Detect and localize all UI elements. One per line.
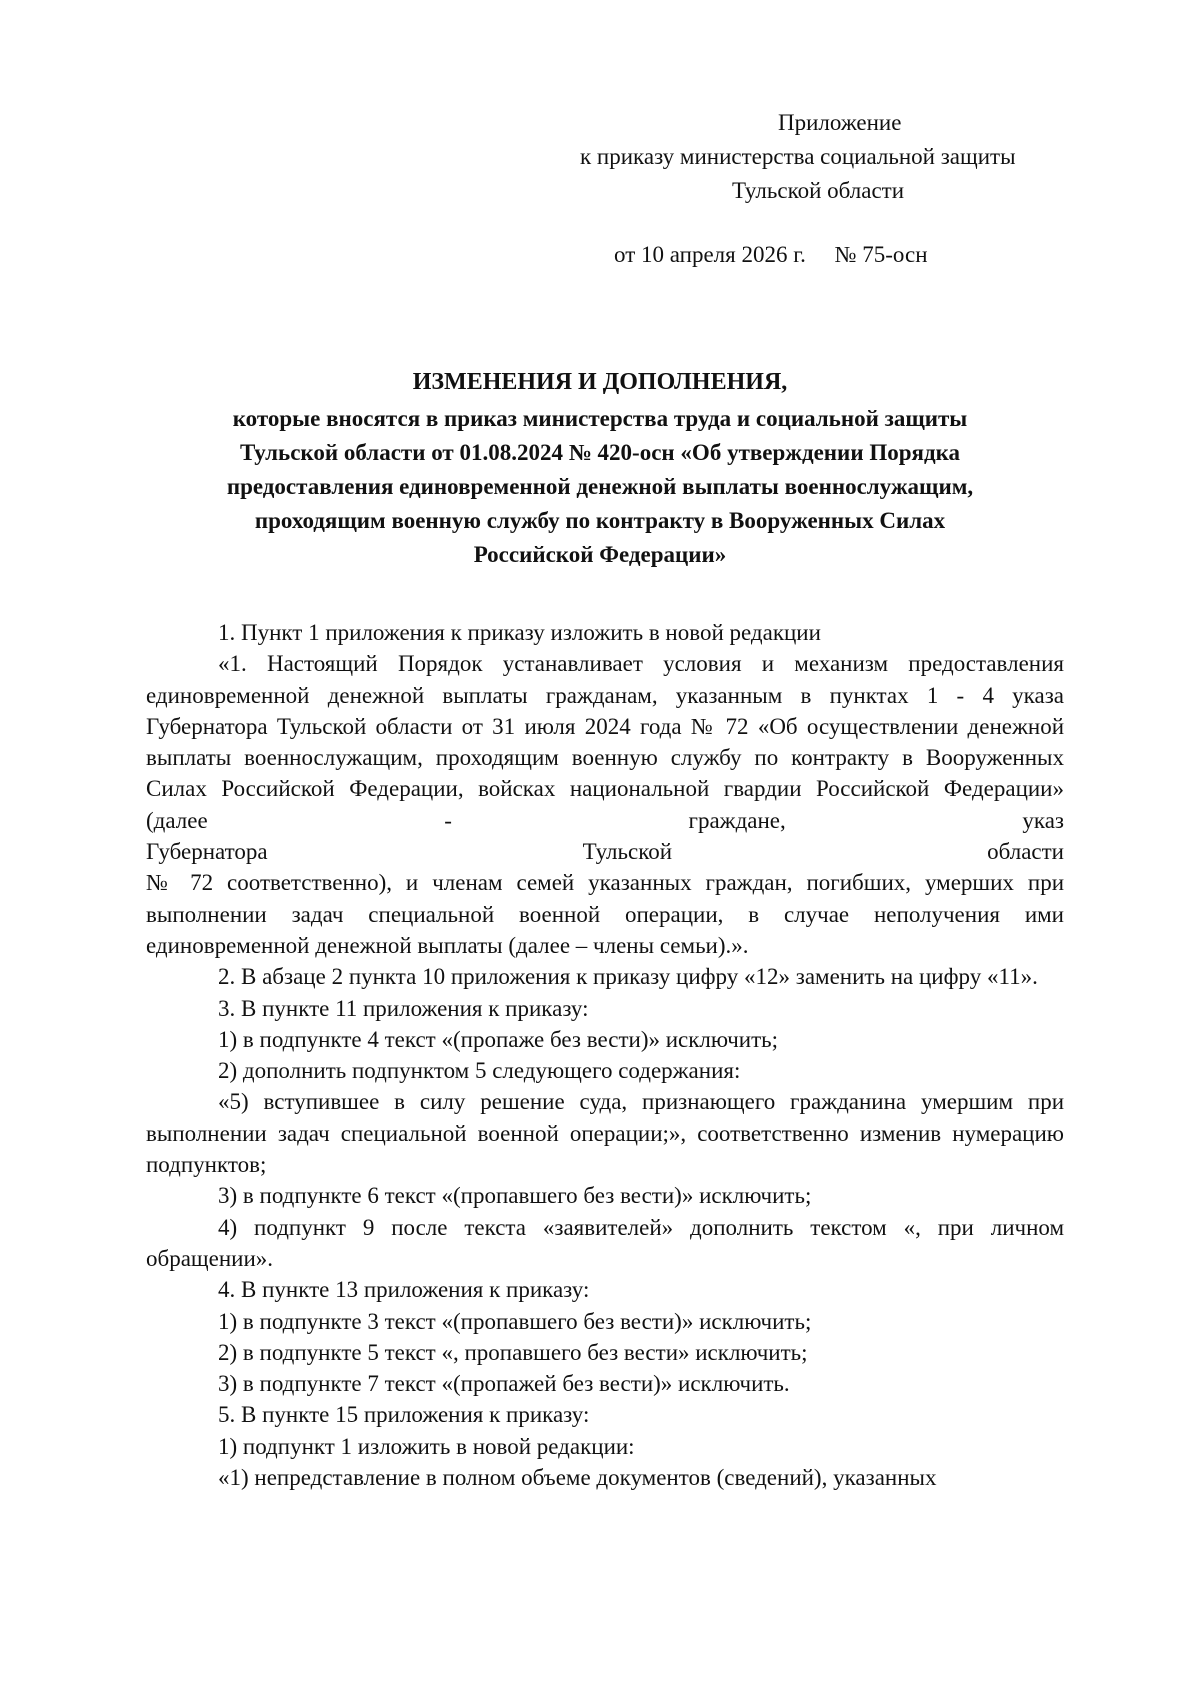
paragraph: 1) в подпункте 4 текст «(пропаже без вести)» исключить; xyxy=(218,1026,779,1052)
appendix-label: Приложение xyxy=(778,110,902,135)
paragraph: «1) непредставление в полном объеме документов (сведений), указанных xyxy=(218,1465,937,1491)
title-main: ИЗМЕНЕНИЯ И ДОПОЛНЕНИЯ, xyxy=(412,369,788,395)
paragraph: 5. В пункте 15 приложения к приказу: xyxy=(218,1402,590,1428)
order-date-number: от 10 апреля 2026 г. № 75-осн xyxy=(614,242,928,267)
paragraph: 3. В пункте 11 приложения к приказу: xyxy=(218,995,589,1021)
paragraph: 3) в подпункте 6 текст «(пропавшего без вести)» исключить; xyxy=(218,1183,812,1209)
paragraph: 4. В пункте 13 приложения к приказу: xyxy=(218,1277,590,1303)
paragraph: Губернатора Тульской области xyxy=(146,839,1064,865)
appendix-line-3: Тульской области xyxy=(732,178,905,203)
paragraph: 1) в подпункте 3 текст «(пропавшего без вести)» исключить; xyxy=(218,1308,812,1334)
paragraph: «5) вступившее в силу решение суда, признающего гражданина умершим при выполнении задач специальной военной операции;», соответственно изменив нумерацию подпунктов; xyxy=(146,1089,1064,1178)
paragraph: 2. В абзаце 2 пункта 10 приложения к приказу цифру «12» заменить на цифру «11». xyxy=(218,964,1038,990)
paragraph: 4) подпункт 9 после текста «заявителей» дополнить текстом «, при личном обращении». xyxy=(146,1214,1064,1271)
title-line: предоставления единовременной денежной выплаты военнослужащим, xyxy=(226,474,974,499)
paragraph: 2) дополнить подпунктом 5 следующего содержания: xyxy=(218,1058,741,1084)
title-line: Тульской области от 01.08.2024 № 420-осн «Об утверждении Порядка xyxy=(240,440,960,465)
title-line: которые вносятся в приказ министерства труда и социальной защиты xyxy=(232,406,968,431)
paragraph: 1. Пункт 1 приложения к приказу изложить в новой редакции xyxy=(218,620,821,645)
paragraph: 3) в подпункте 7 текст «(пропажей без вести)» исключить. xyxy=(218,1371,790,1397)
appendix-line-2: к приказу министерства социальной защиты xyxy=(580,144,1016,169)
paragraph: 2) в подпункте 5 текст «, пропавшего без вести» исключить; xyxy=(218,1339,808,1365)
title-line: проходящим военную службу по контракту в Вооруженных Силах xyxy=(254,508,946,533)
document-title xyxy=(130,364,1070,572)
document-body xyxy=(146,617,1064,1493)
paragraph: 1) подпункт 1 изложить в новой редакции: xyxy=(218,1433,635,1459)
title-line: Российской Федерации» xyxy=(473,542,727,567)
paragraph: «1. Настоящий Порядок устанавливает условия и механизм предоставления единовременной денежной выплаты гражданам, указанным в пунктах 1 - 4 указа Губернатора Тульской области от 31 июля 2024 года № 72 «Об осуществлении денежной выплаты военнослужащим, проходящим военную службу по контракту в Вооруженных Силах Российской Федерации, войсках национальной гвардии Российской Федерации» (далее - граждане, указ xyxy=(146,651,1064,833)
paragraph: № 72 соответственно), и членам семей указанных граждан, погибших, умерших при выполнении задач специальной военной операции, в случае неполучения ими единовременной денежной выплаты (далее – члены семьи).». xyxy=(146,870,1064,958)
